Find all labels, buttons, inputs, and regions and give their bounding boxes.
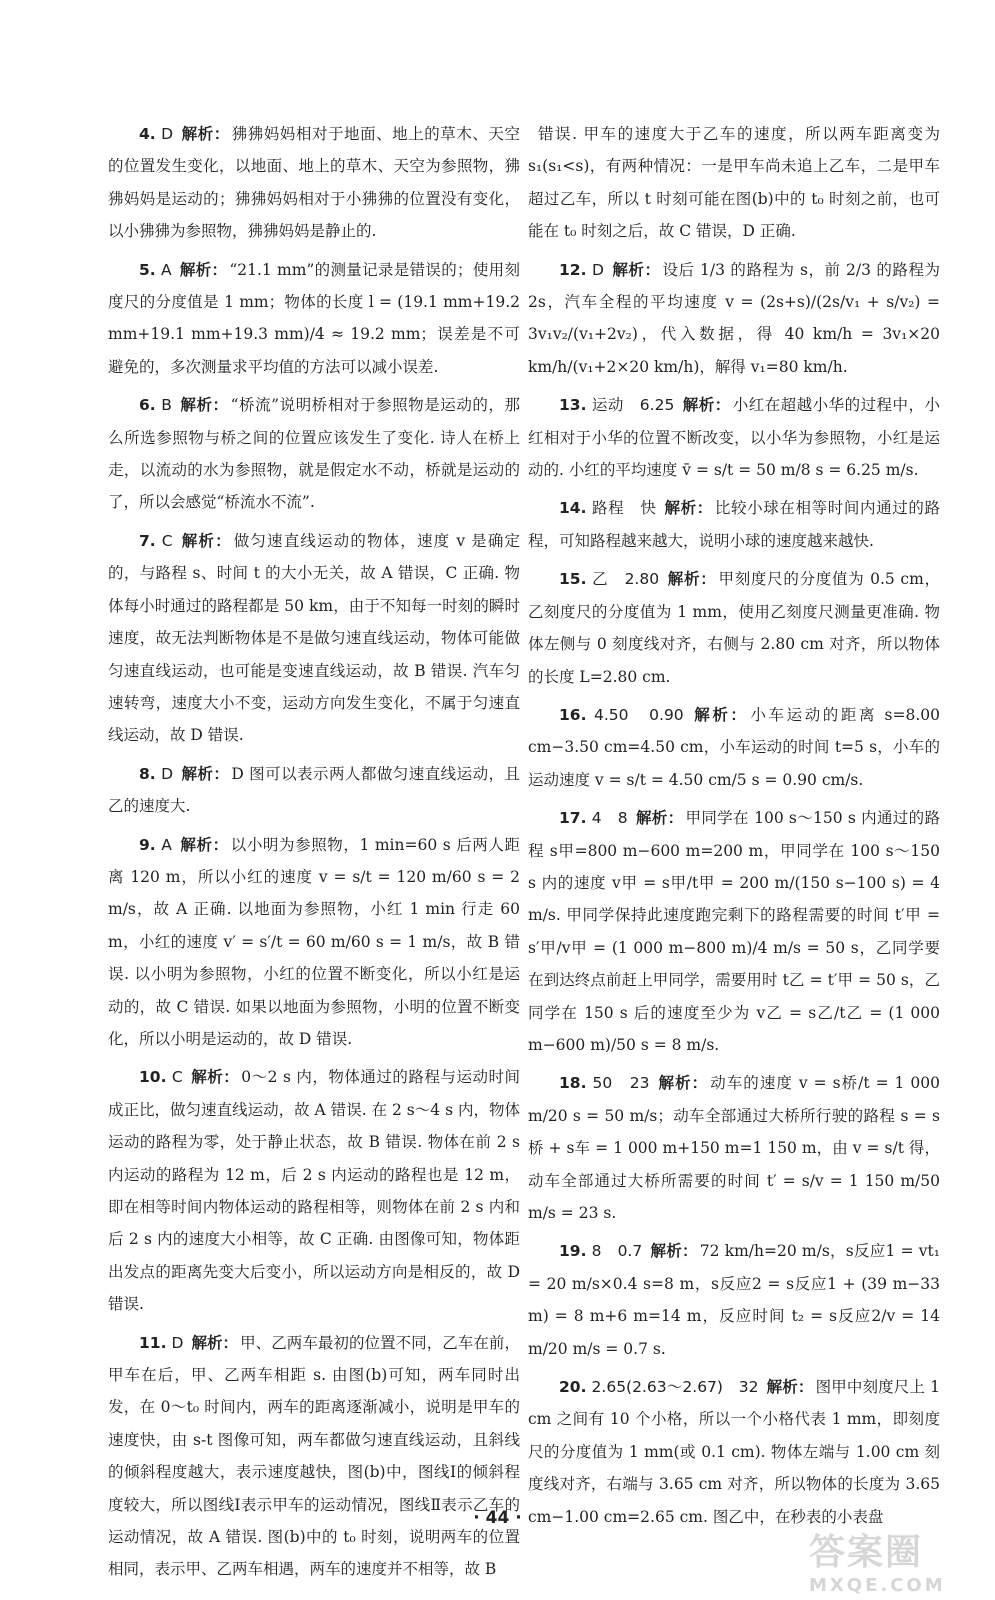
- answer-item: [528, 1067, 940, 1229]
- answer-item: [108, 254, 520, 384]
- answer-item: [108, 389, 520, 519]
- analysis-text: 做匀速直线运动的物体，速度 v 是确定的，与路程 s、时间 t 的大小无关，故 A 错误，C 正确. 物体每小时通过的路程都是 50 km，由于不知每一时刻的瞬时速度，故无法判断物体是不是做匀速直线运动，物体可能做匀速直线运动，也可能是变速直线运动，故 B 错误. 汽车匀速转弯，速度大小不变，运动方向发生变化，不属于匀速直线运动，故 D 错误.: [108, 531, 520, 745]
- item-number: 19.: [559, 1242, 587, 1261]
- analysis-label: 解析：: [664, 499, 713, 518]
- answer-item: [108, 829, 520, 1056]
- analysis-label: 解析：: [179, 260, 228, 279]
- item-number: 13.: [559, 396, 587, 415]
- item-answer: B: [161, 396, 172, 415]
- item-answer: 乙 2.80: [592, 570, 660, 589]
- item-answer: 8 0.7: [591, 1242, 643, 1261]
- item-number: 4.: [139, 125, 156, 143]
- analysis-label: 解析：: [181, 125, 230, 143]
- analysis-text: 图甲中刻度尺上 1 cm 之间有 10 个小格，所以一个小格代表 1 mm，即刻度尺的分度值为 1 mm(或 0.1 cm). 物体左端与 1.00 cm 刻度线对齐，右端与 3.65 cm 对齐，所以物体的长度为 3.65 cm−1.00 cm=2.65 cm. 图乙中，在秒表的小表盘: [528, 1378, 940, 1526]
- watermark-url: MXQE.COM: [809, 1575, 946, 1596]
- analysis-label: 解析：: [667, 570, 717, 589]
- answer-item: [528, 1235, 940, 1365]
- analysis-label: 解析：: [191, 1333, 239, 1352]
- analysis-text: 动车的速度 v = s桥/t = 1 000 m/20 s = 50 m/s；动车全部通过大桥所行驶的路程 s = s桥 + s车 = 1 000 m+150 m=1 150 m，由 v = s/t 得，动车全部通过大桥所需要的时间 t′ = s/v = 1 150 m/50 m/s = 23 s.: [528, 1074, 940, 1222]
- item-number: 6.: [139, 396, 156, 415]
- analysis-label: 解析：: [650, 1242, 698, 1261]
- answer-item: [528, 699, 940, 796]
- item-number: 15.: [559, 570, 587, 589]
- analysis-text: 72 km/h=20 m/s，s反应1 = vt₁ = 20 m/s×0.4 s=8 m，s反应2 = s反应1 + (39 m−33 m) = 8 m+6 m=14 m，反应时间 t₂ = s反应2/v = 14 m/20 m/s = 0.7 s.: [528, 1242, 940, 1358]
- item-answer: 50 23: [592, 1074, 650, 1093]
- item-answer: C: [171, 1068, 183, 1087]
- item-answer: 运动 6.25: [591, 396, 675, 415]
- watermark-text: 答案圈: [809, 1532, 924, 1573]
- item-number: 12.: [559, 260, 587, 279]
- analysis-label: 解析：: [766, 1378, 814, 1397]
- item-number: 14.: [559, 499, 587, 518]
- analysis-label: 解析：: [190, 1068, 240, 1087]
- item-answer: C: [161, 531, 173, 550]
- item-answer: 4.50 0.90: [593, 705, 684, 724]
- analysis-label: 解析：: [691, 705, 749, 724]
- analysis-label: 解析：: [179, 396, 229, 415]
- analysis-text: 比较小球在相等时间内通过的路程，可知路程越来越大，说明小球的速度越来越快.: [528, 499, 940, 550]
- answer-item: [528, 563, 940, 693]
- analysis-text: 甲刻度尺的分度值为 0.5 cm，乙刻度尺的分度值为 1 mm，使用乙刻度尺测量更准确. 物体左侧与 0 刻度线对齐，右侧与 2.80 cm 对齐，所以物体的长度 L=2.80 cm.: [528, 570, 940, 686]
- analysis-text: 甲、乙两车最初的位置不同，乙车在前，甲车在后，甲、乙两车相距 s. 由图(b)可知，两车同时出发，在 0～t₀ 时间内，两车的距离逐渐减小，说明是甲车的速度快，由 s-t 图像可知，两车都做匀速直线运动，且斜线的倾斜程度越大，表示速度越快，图(b)中，图线Ⅰ的倾斜程度较大，所以图线Ⅰ表示甲车的运动情况，图线Ⅱ表示乙车的运动情况，故 A 错误. 图(b)中的 t₀ 时刻，说明两车的位置相同，表示甲、乙两车相遇，两车的速度并不相等，故 B: [108, 1333, 520, 1579]
- analysis-text: “21.1 mm”的测量记录是错误的；使用刻度尺的分度值是 1 mm；物体的长度 l = (19.1 mm+19.2 mm+19.1 mm+19.3 mm)/4 ≈ 19.2 mm；误差是不可避免的，多次测量求平均值的方法可以减小误差.: [108, 260, 520, 376]
- analysis-text: 0～2 s 内，物体通过的路程与运动时间成正比，做匀速直线运动，故 A 错误. 在 2 s～4 s 内，物体运动的路程为零，处于静止状态，故 B 错误. 物体在前 2 s 内运动的路程为 12 m，后 2 s 内运动的路程也是 12 m，即在相等时间内物体运动的路程相等，则物体在前 2 s 内和后 2 s 内的速度大小相等，故 C 正确. 由图像可知，物体距出发点的距离先变大后变小，所以运动方向是相反的，故 D 错误.: [108, 1068, 520, 1314]
- answer-item: [528, 254, 940, 384]
- answer-item: [528, 492, 940, 557]
- item-answer: 路程 快: [592, 499, 657, 518]
- answer-item: [108, 1061, 520, 1320]
- analysis-label: 解析：: [611, 260, 661, 279]
- analysis-text: “桥流”说明桥相对于参照物是运动的，那么所选参照物与桥之间的位置应该发生了变化. 诗人在桥上走，以流动的水为参照物，就是假定水不动，桥就是运动的了，所以会感觉“桥流水不流”.: [108, 396, 520, 512]
- item-answer: D: [161, 764, 174, 783]
- analysis-text: D 图可以表示两人都做匀速直线运动，且乙的速度大.: [108, 764, 520, 816]
- answer-item: [108, 1327, 520, 1586]
- analysis-label: 解析：: [657, 1074, 709, 1093]
- item-number: 16.: [559, 705, 587, 724]
- analysis-text: 设后 1/3 的路程为 s，前 2/3 的路程为 2s，汽车全程的平均速度 v = (2s+s)/(2s/v₁ + s/v₂) = 3v₁v₂/(v₁+2v₂)，代入数据，得 40 km/h = 3v₁×20 km/h/(v₁+2×20 km/h)，解得 v₁=80 km/h.: [528, 260, 940, 376]
- item-number: 10.: [139, 1068, 167, 1087]
- analysis-label: 解析：: [682, 396, 731, 415]
- item-number: 11.: [139, 1333, 167, 1352]
- left-column: [108, 118, 520, 1592]
- answer-item: [528, 802, 940, 1061]
- item-answer: D: [591, 260, 604, 279]
- item-number: 18.: [559, 1074, 587, 1093]
- item-number: 5.: [139, 260, 156, 279]
- item-answer: 4 8: [591, 809, 628, 828]
- analysis-label: 解析：: [180, 531, 232, 550]
- item-number: 17.: [559, 809, 587, 828]
- watermark-logo: [809, 1524, 979, 1594]
- answer-item: [108, 525, 520, 752]
- right-column: [528, 118, 940, 1539]
- item-answer: A: [161, 835, 172, 854]
- page-number: · 44 ·: [473, 1508, 522, 1528]
- analysis-text: 甲同学在 100 s～150 s 内通过的路程 s甲=800 m−600 m=200 m，甲同学在 100 s～150 s 内的速度 v甲 = s甲/t甲 = 200 m/(150 s−100 s) = 4 m/s. 甲同学保持此速度跑完剩下的路程需要的时间 t′甲 = s′甲/v甲 = (1 000 m−800 m)/4 m/s = 50 s，乙同学要在到达终点前赶上甲同学，需要用时 t乙 = t′甲 = 50 s，乙同学在 150 s 后的速度至少为 v乙 = s乙/t乙 = (1 000 m−600 m)/50 s = 8 m/s.: [528, 809, 940, 1054]
- answer-item: [108, 758, 520, 823]
- analysis-label: 解析：: [179, 835, 229, 854]
- answer-item: [108, 118, 520, 248]
- analysis-text: 小红在超越小华的过程中，小红相对于小华的位置不断改变，以小华为参照物，小红是运动的. 小红的平均速度 v̄ = s/t = 50 m/8 s = 6.25 m/s.: [528, 396, 940, 480]
- analysis-text: 以小明为参照物，1 min=60 s 后两人距离 120 m，所以小红的速度 v = s/t = 120 m/60 s = 2 m/s，故 A 正确. 以地面为参照物，小红 1 min 行走 60 m，小红的速度 v′ = s′/t = 60 m/60 s = 1 m/s，故 B 错误. 以小明为参照物，小红的位置不断变化，所以小红是运动的，故 C 错误. 如果以地面为参照物，小明的位置不断变化，所以小明是运动的，故 D 错误.: [108, 835, 520, 1048]
- item-number: 9.: [139, 835, 156, 854]
- analysis-text: 错误. 甲车的速度大于乙车的速度，所以两车距离变为 s₁(s₁<s)，有两种情况：一是甲车尚未追上乙车，二是甲车超过乙车，所以 t 时刻可能在图(b)中的 t₀ 时刻之前，也可能在 t₀ 时刻之后，故 C 错误，D 正确.: [528, 125, 940, 241]
- answer-item: [528, 118, 940, 248]
- analysis-label: 解析：: [181, 764, 230, 783]
- item-number: 8.: [139, 764, 156, 783]
- item-answer: 2.65(2.63～2.67) 32: [591, 1378, 759, 1397]
- item-number: 7.: [139, 531, 156, 550]
- analysis-text: 小车运动的距离 s=8.00 cm−3.50 cm=4.50 cm，小车运动的时间 t=5 s，小车的运动速度 v = s/t = 4.50 cm/5 s = 0.90 cm/s.: [528, 705, 940, 789]
- analysis-label: 解析：: [635, 809, 684, 828]
- item-answer: D: [161, 125, 174, 143]
- analysis-text: 狒狒妈妈相对于地面、地上的草木、天空的位置发生变化，以地面、地上的草木、天空为参照物，狒狒妈妈是运动的；狒狒妈妈相对于小狒狒的位置没有变化，以小狒狒为参照物，狒狒妈妈是静止的.: [108, 125, 520, 241]
- item-answer: D: [171, 1333, 184, 1352]
- item-answer: A: [160, 260, 172, 279]
- answer-item: [528, 389, 940, 486]
- item-number: 20.: [559, 1378, 587, 1397]
